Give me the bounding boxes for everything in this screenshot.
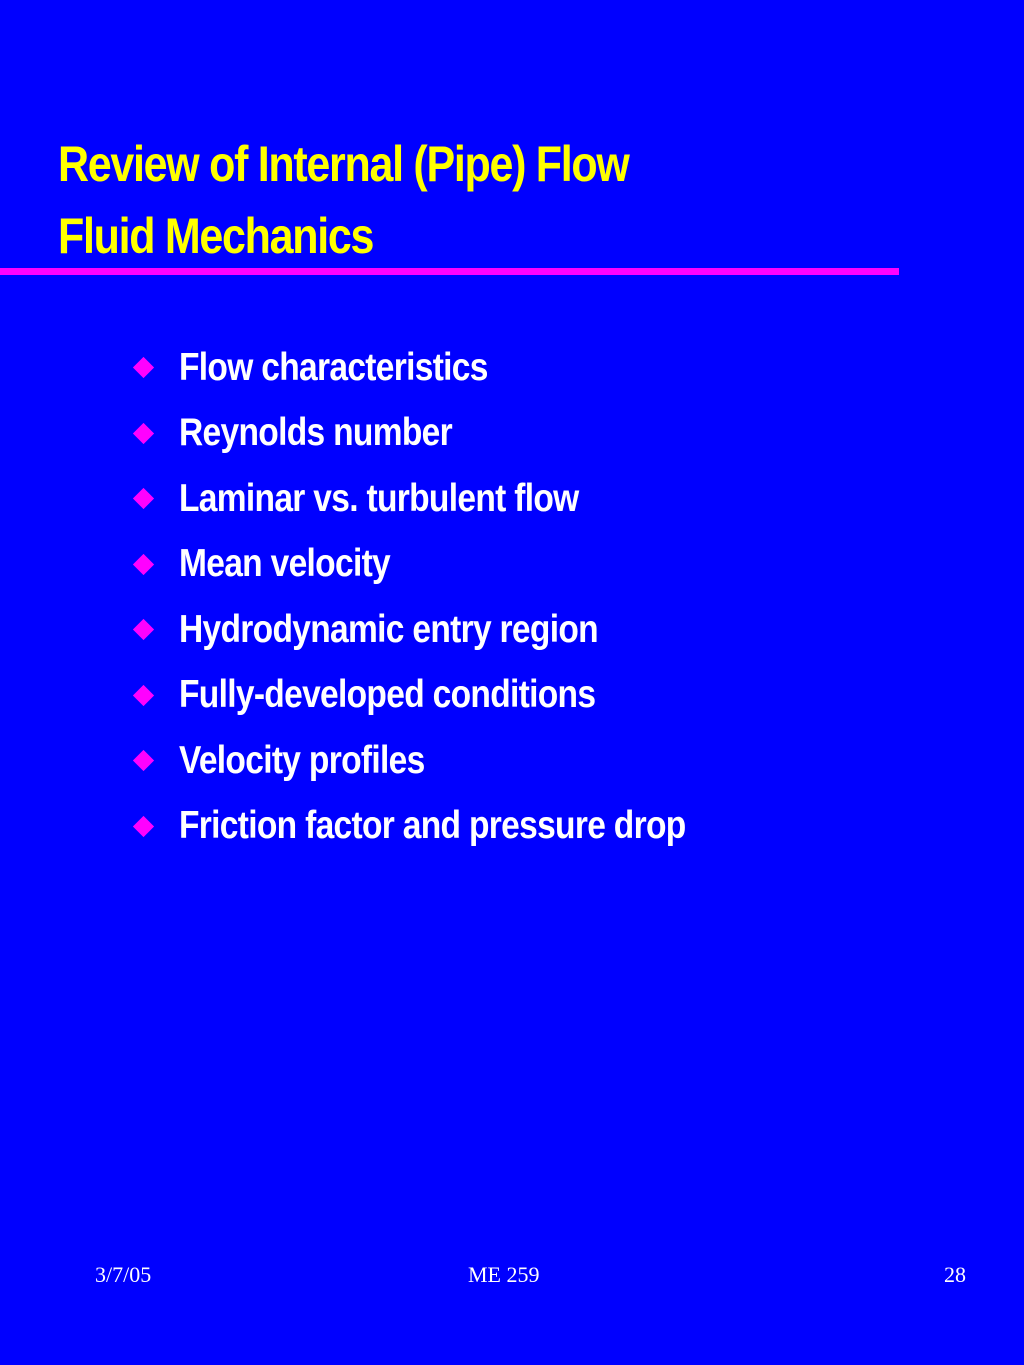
title-divider	[0, 268, 899, 275]
list-item	[130, 335, 488, 401]
bullet-text: Velocity profiles	[179, 738, 425, 782]
footer-date: 3/7/05	[95, 1262, 152, 1287]
list-item	[130, 794, 686, 860]
list-item	[130, 401, 452, 467]
bullet-text: Mean velocity	[179, 542, 391, 586]
diamond-bullet-icon	[133, 488, 154, 509]
list-item	[130, 728, 425, 794]
title-line-2: Fluid Mechanics	[58, 208, 374, 264]
diamond-bullet-icon	[133, 554, 154, 575]
list-item	[130, 597, 598, 663]
diamond-bullet-icon	[133, 619, 154, 640]
bullet-text: Flow characteristics	[179, 345, 488, 389]
bullet-text: Hydrodynamic entry region	[179, 607, 598, 651]
footer-page-number: 28	[944, 1262, 966, 1287]
diamond-bullet-icon	[133, 685, 154, 706]
list-item	[130, 532, 391, 598]
footer-course: ME 259	[468, 1262, 540, 1287]
bullet-text: Friction factor and pressure drop	[179, 804, 686, 848]
slide-title	[58, 128, 629, 272]
title-line-1: Review of Internal (Pipe) Flow	[58, 136, 629, 192]
bullet-text: Laminar vs. turbulent flow	[179, 476, 579, 520]
list-item	[130, 663, 596, 729]
list-item	[130, 466, 579, 532]
diamond-bullet-icon	[133, 750, 154, 771]
diamond-bullet-icon	[133, 816, 154, 837]
bullet-text: Fully-developed conditions	[179, 673, 596, 717]
diamond-bullet-icon	[133, 423, 154, 444]
diamond-bullet-icon	[133, 357, 154, 378]
bullet-list	[130, 335, 686, 859]
bullet-text: Reynolds number	[179, 411, 452, 455]
